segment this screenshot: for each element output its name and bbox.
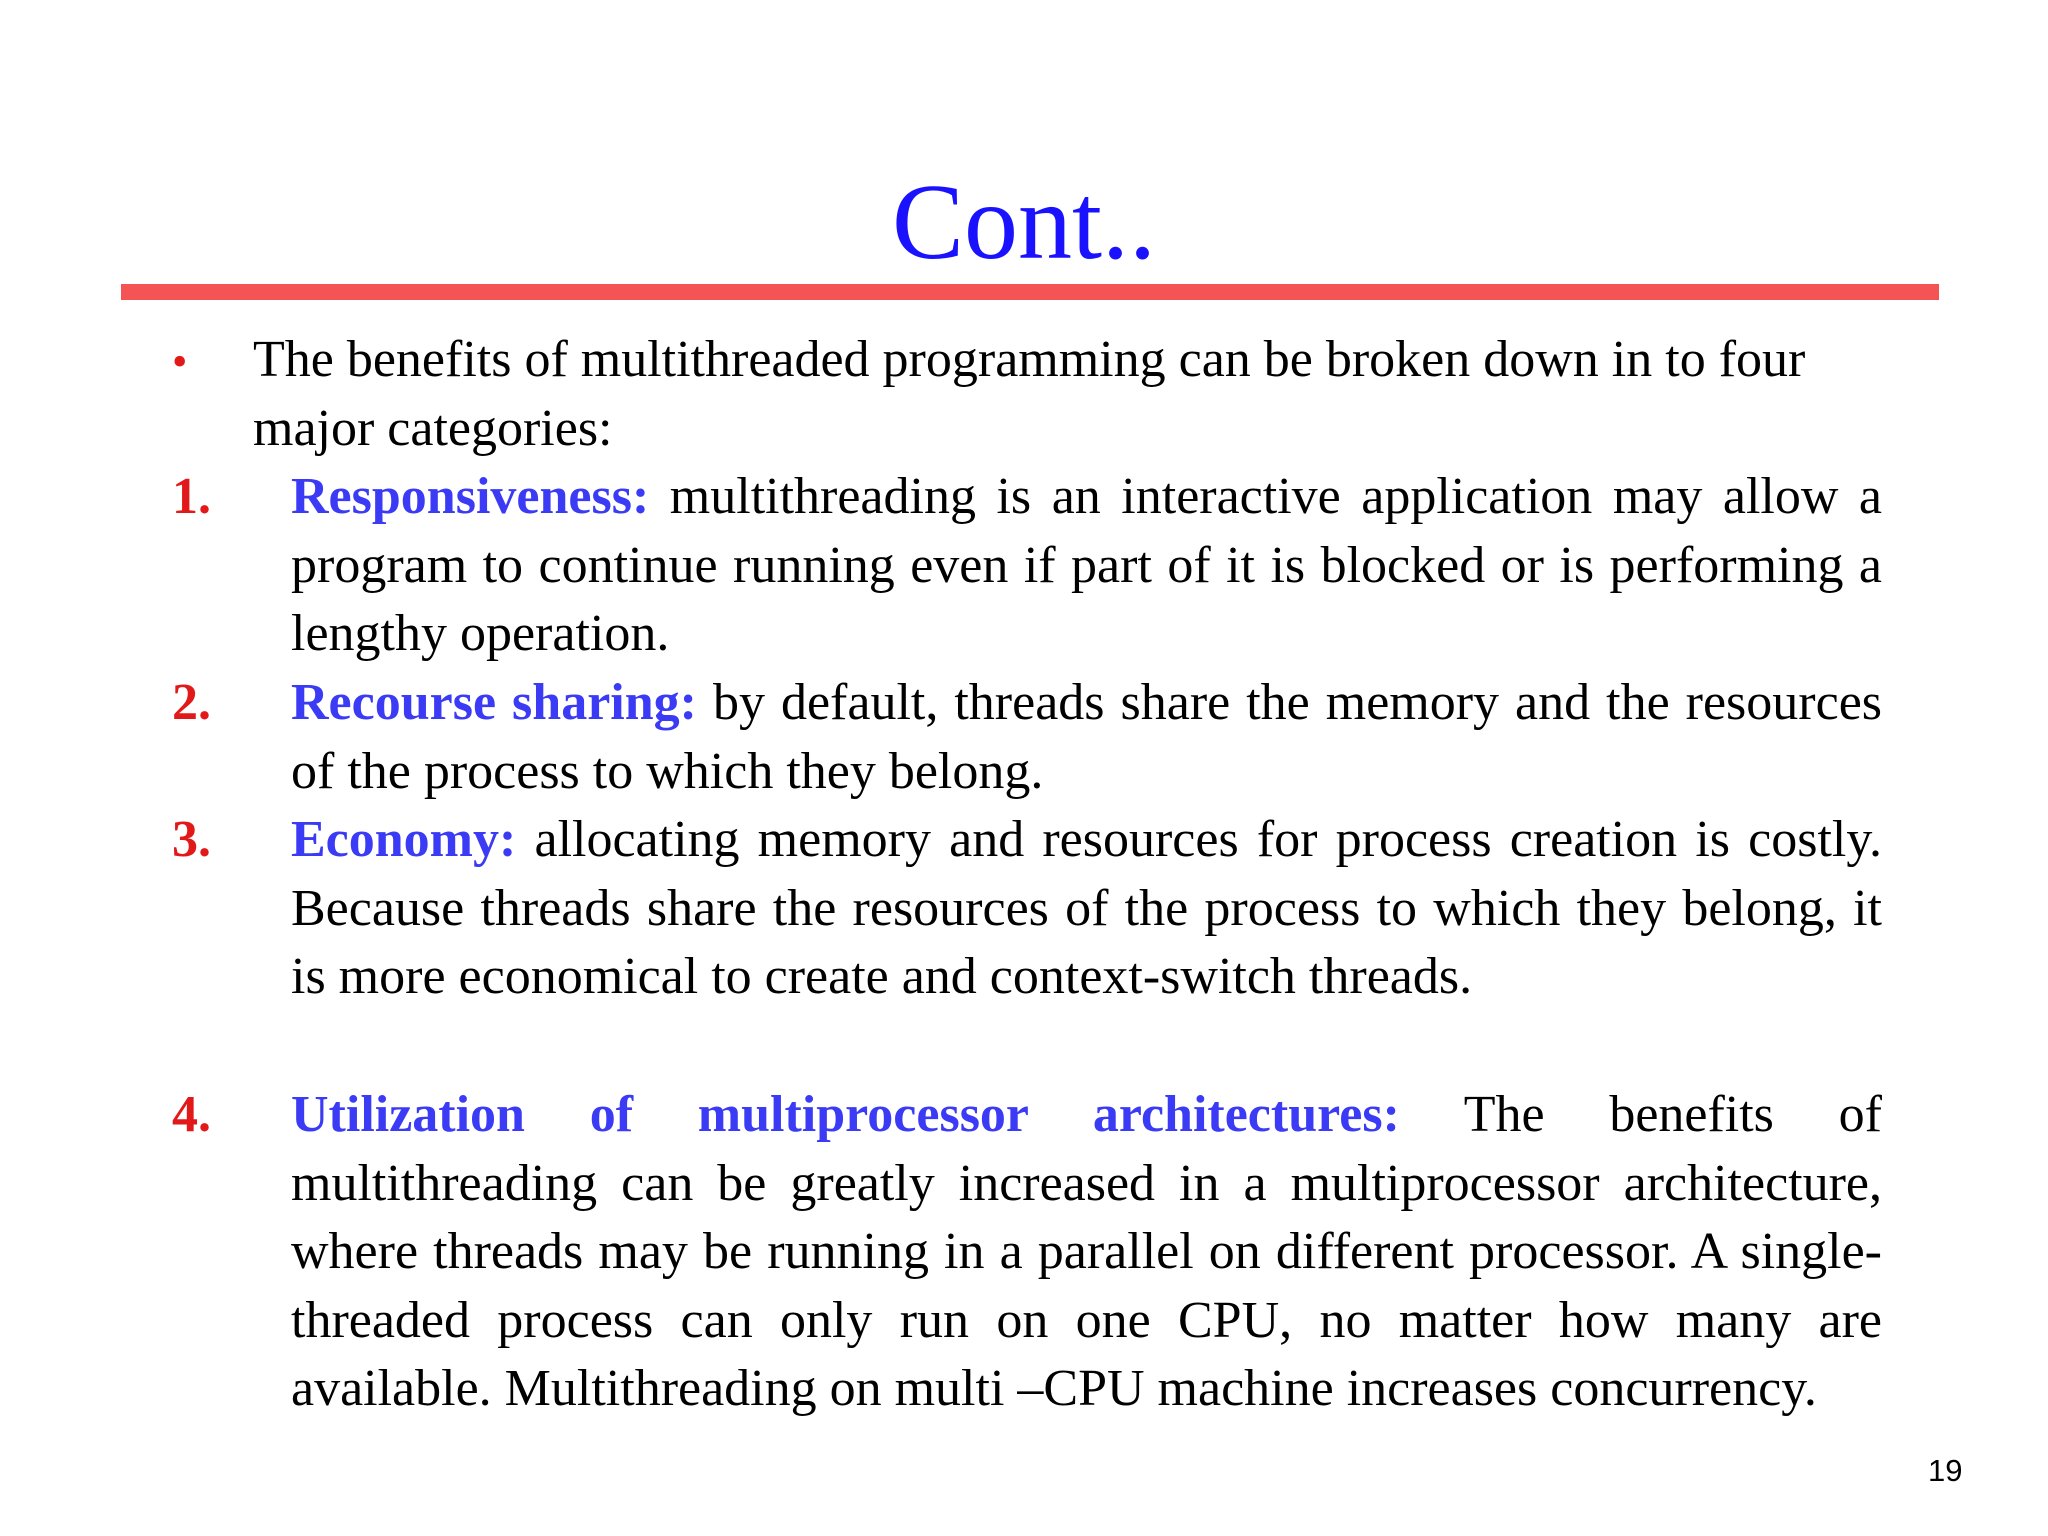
item-number: 1. [172,468,211,525]
item-term: Recourse sharing: [291,674,697,731]
item-body [291,806,1882,1012]
slide-title: Cont.. [891,163,1157,282]
bullet-dot-icon: • [172,337,188,386]
item-body [291,1081,1882,1424]
title-divider [121,284,1939,300]
item-term: Economy: [291,811,517,868]
item-body [291,463,1882,669]
item-description: allocating memory and resources for process creation is costly. Because threads share the resources of the process to which they belong, it is more economical to create and context-switch threads. [291,811,1883,1005]
intro-text: The benefits of multithreaded programming can be broken down in to four major categories: [253,331,1806,457]
item-description: by default, threads share the memory and the resources of the process to which they belong. [291,674,1883,800]
item-body [291,669,1882,806]
item-number: 4. [172,1086,211,1143]
item-description: multithreading is an interactive application may allow a program to continue running even if part of it is blocked or is performing a lengthy operation. [291,468,1883,662]
item-number: 2. [172,674,211,731]
page-number: 19 [1928,1453,1963,1488]
item-term: Utilization of multiprocessor architectures: [291,1086,1400,1143]
item-description: The benefits of multithreading can be greatly increased in a multiprocessor architecture, where threads may be running in a parallel on different processor. A single- threaded process can only run on one CPU, no matter how many are available. Multithreading on multi –CPU machine increases concurrency. [291,1086,1882,1417]
item-term: Responsiveness: [291,468,650,525]
item-number: 3. [172,811,211,868]
